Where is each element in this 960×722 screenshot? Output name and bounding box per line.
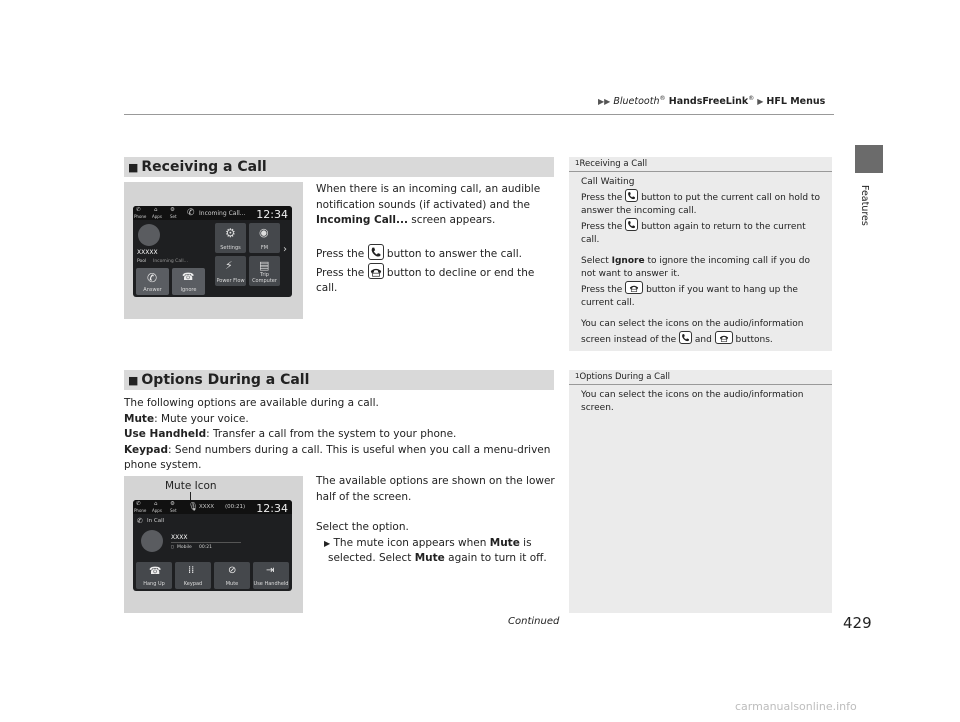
incoming-call-screen	[133, 206, 292, 297]
mute-label: Mute	[225, 581, 239, 587]
keypad-label: Keypad	[124, 443, 169, 456]
receiving-para1-end: screen appears.	[407, 214, 496, 226]
receiving-para1: When there is an incoming call, an audible notification sounds (if activated) and the	[316, 183, 541, 211]
mute-note-text: is selected. Select	[328, 536, 532, 564]
options-available	[316, 474, 556, 567]
note-text: and	[692, 335, 715, 345]
handheld-label: Use Handheld	[124, 428, 207, 440]
phone-icon: ✆	[136, 207, 141, 213]
mute-option	[124, 412, 556, 428]
tab-apps: Apps	[152, 508, 162, 513]
hang-up-tile[interactable]	[136, 562, 172, 589]
chapter-label	[851, 185, 887, 265]
call-duration: 00:21	[199, 545, 212, 550]
power-flow-label: Power Flow	[216, 278, 245, 284]
settings-tile[interactable]	[215, 223, 246, 253]
answer-phone-icon: ✆	[147, 271, 158, 285]
note-text: You can select the icons on the audio/information screen instead of the	[581, 319, 804, 345]
options-body	[124, 396, 556, 474]
power-flow-tile[interactable]	[215, 256, 246, 286]
phone-icon: ✆	[136, 501, 141, 507]
note-text: Press the	[581, 193, 623, 203]
mute-desc: : Mute your voice.	[154, 412, 249, 425]
use-handheld-label: Use Handheld	[253, 581, 289, 587]
call-waiting-line2	[581, 218, 824, 247]
caller-name: XXXXX	[137, 249, 158, 256]
gear-icon: ⚙	[225, 226, 236, 240]
mute-tile[interactable]	[214, 562, 250, 589]
receiving-note-box	[569, 157, 832, 351]
note-title	[569, 370, 832, 385]
breadcrumb-arrow-icon: ▶	[757, 97, 764, 107]
section-heading-text: Receiving a Call	[141, 159, 267, 175]
call-waiting-label: Call Waiting	[581, 177, 635, 187]
incoming-call-label: Incoming Call...	[316, 214, 408, 226]
note-text: Press the	[581, 285, 623, 295]
chapter-label-text: Features	[859, 185, 870, 226]
select-text: Select the option.	[316, 521, 409, 533]
caller-prefix: Pool	[137, 259, 147, 264]
hangup-phone-icon: ☎	[149, 566, 162, 577]
power-flow-icon: ⚡	[225, 259, 233, 272]
caller-avatar	[141, 530, 163, 552]
pickup-button-icon	[679, 331, 692, 344]
registered-mark: ®	[659, 95, 666, 102]
note-body	[569, 172, 832, 347]
mic-off-icon: ⊘	[228, 565, 237, 576]
trip-computer-label: Trip Computer	[252, 272, 277, 284]
note-title-text: Receiving a Call	[579, 159, 648, 169]
mute-icon-callout: Mute Icon	[165, 480, 217, 492]
options-note-box	[569, 370, 832, 613]
receiving-body	[316, 182, 556, 229]
screen-clock: 12:34	[256, 208, 288, 221]
hangup-button-icon	[625, 281, 643, 294]
pickup-button-icon	[625, 189, 638, 202]
mobile-label: Mobile	[177, 545, 192, 550]
incoming-phone-icon: ✆	[187, 208, 195, 218]
header-rule	[124, 114, 834, 115]
square-bullet-icon: ■	[128, 374, 139, 387]
home-icon: ⌂	[154, 207, 158, 213]
mute-note-text: The mute icon appears when	[333, 536, 490, 549]
decline-text: button to decline or end the call.	[316, 266, 535, 294]
fm-label: FM	[260, 245, 269, 251]
call-waiting-line1	[581, 189, 824, 218]
tab-phone: Phone	[134, 508, 147, 513]
hangup-button-icon	[715, 331, 733, 344]
note-text: Select	[581, 256, 612, 266]
note-text: button to put the current call on hold to answer the incoming call.	[581, 193, 820, 216]
top-call-time: (00:21)	[225, 504, 246, 510]
hang-up-label: Hang Up	[143, 581, 165, 587]
note-body	[569, 385, 832, 415]
in-call-phone-icon: ✆	[137, 517, 143, 525]
chevron-right-icon[interactable]: ›	[283, 244, 287, 255]
registered-mark: ®	[748, 95, 755, 102]
keypad-label: Keypad	[183, 581, 203, 587]
screen-clock: 12:34	[256, 502, 288, 515]
home-icon: ⌂	[154, 501, 158, 507]
page-number: 429	[843, 614, 872, 632]
options-intro: The following options are available during a call.	[124, 397, 379, 409]
screen-title: Incoming Call...	[199, 210, 246, 217]
use-handheld-tile[interactable]	[253, 562, 289, 589]
trip-computer-tile[interactable]	[249, 256, 280, 286]
continued-label: Continued	[508, 616, 560, 627]
breadcrumb-hfl: HandsFreeLink	[665, 96, 749, 108]
mobile-icon: ▯	[171, 545, 174, 550]
watermark: carmanualsonline.info	[735, 700, 857, 713]
note-title-text: Options During a Call	[579, 372, 671, 382]
pickup-button-icon	[625, 218, 638, 231]
tab-set: Set	[170, 214, 177, 219]
square-bullet-icon: ■	[128, 161, 139, 174]
keypad-desc: : Send numbers during a call. This is useful when you call a menu-driven phone system.	[124, 443, 551, 471]
caller-avatar	[138, 224, 160, 246]
icons-note	[581, 318, 824, 347]
section-heading-receiving	[124, 157, 554, 177]
caller-sub: Incoming Call...	[153, 259, 188, 264]
handheld-option	[124, 427, 556, 443]
ignore-tile[interactable]	[172, 268, 205, 295]
keypad-icon: ⁞⁞	[188, 565, 195, 576]
keypad-tile[interactable]	[175, 562, 211, 589]
caller-divider	[171, 542, 241, 543]
note-marker: 1	[575, 372, 580, 380]
options-note-text: You can select the icons on the audio/information screen.	[581, 390, 804, 413]
tab-apps: Apps	[152, 214, 162, 219]
mute-status-icon: 🎙	[188, 502, 199, 511]
press-text: Press the	[316, 248, 365, 260]
mute-bold: Mute	[489, 536, 520, 549]
ignore-bold: Ignore	[611, 256, 645, 266]
ignore-note	[581, 255, 824, 281]
in-call-screen	[133, 500, 292, 591]
tab-set: Set	[170, 508, 177, 513]
tab-phone: Phone	[134, 214, 147, 219]
receiving-press	[316, 244, 556, 297]
mute-note-text: again to turn it off.	[444, 552, 547, 564]
note-marker: 1	[575, 159, 580, 167]
chapter-tab	[855, 145, 883, 173]
settings-label: Settings	[220, 245, 241, 251]
radio-icon: ◉	[259, 226, 269, 239]
caller-name: XXXX	[171, 534, 188, 541]
note-text: button if you want to hang up the current call.	[581, 285, 798, 308]
breadcrumb-hfl-menus: HFL Menus	[766, 96, 826, 108]
mute-label: Mute	[124, 412, 155, 425]
mute-note	[316, 536, 556, 567]
hangup-button-icon	[368, 263, 384, 279]
available-text: The available options are shown on the lower half of the screen.	[316, 475, 555, 503]
ignore-phone-icon: ☎	[182, 272, 195, 283]
answer-tile[interactable]	[136, 268, 169, 295]
breadcrumb-arrow-icon: ▶▶	[598, 97, 611, 107]
press-text: Press the	[316, 266, 365, 279]
note-text: to ignore the incoming call if you do not want to answer it.	[581, 256, 810, 279]
breadcrumb-bluetooth: Bluetooth	[613, 96, 660, 108]
fm-tile[interactable]	[249, 223, 280, 253]
answer-text: button to answer the call.	[383, 248, 522, 260]
hangup-note	[581, 281, 824, 310]
section-heading-text: Options During a Call	[141, 372, 310, 388]
settings-small-icon: ⚙	[170, 207, 175, 213]
note-title	[569, 157, 832, 172]
top-caller: XXXX	[199, 504, 215, 510]
pickup-button-icon	[368, 244, 384, 260]
answer-label: Answer	[143, 287, 162, 293]
handheld-icon: ⇥	[266, 565, 275, 576]
handheld-desc: : Transfer a call from the system to your phone.	[206, 428, 457, 440]
section-heading-options	[124, 370, 554, 390]
note-text: Press the	[581, 222, 623, 232]
breadcrumb	[598, 95, 825, 107]
ignore-label: Ignore	[180, 287, 197, 293]
mute-bold: Mute	[414, 552, 445, 564]
note-text: button again to return to the current call.	[581, 222, 806, 245]
keypad-option	[124, 443, 556, 474]
arrow-bullet-icon: ▶	[324, 538, 331, 548]
note-text: buttons.	[732, 335, 773, 345]
trip-computer-icon: ▤	[259, 259, 270, 272]
in-call-label: In Call	[147, 518, 165, 524]
settings-small-icon: ⚙	[170, 501, 175, 507]
